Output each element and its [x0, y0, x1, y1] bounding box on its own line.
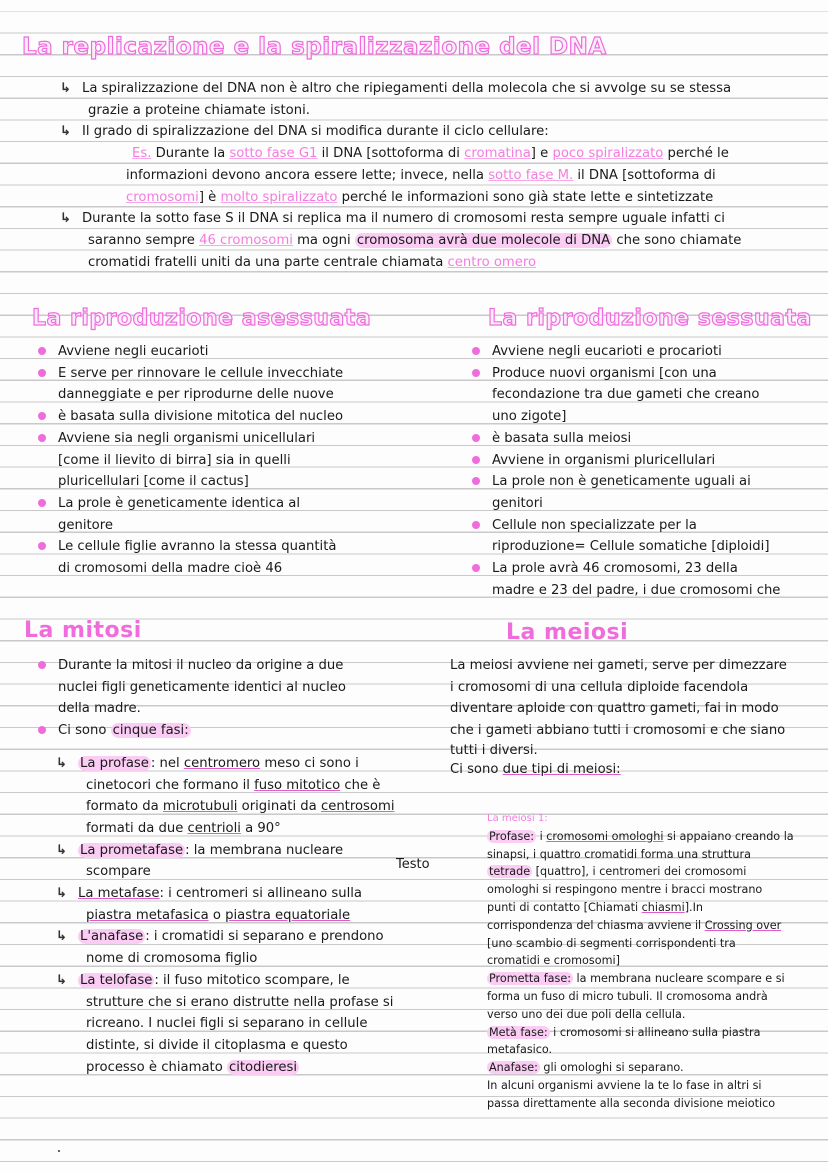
- phase-telophase: ↳ La telofase : il fuso mitotico scompare, le: [56, 970, 446, 992]
- meiosis-intro: La meiosi avviene nei gameti, serve per dimezzare i cromosomi di una cellula diploide facendola diventare aploide con quattro gameti, fai in modo che i gameti abbiano tutti i cromosomi e che siano tutti i diversi. Ci sono due tipi di meiosi:: [450, 658, 787, 777]
- arrow-icon: ↳: [56, 842, 68, 858]
- list-item: E serve per rinnovare le cellule invecchiate danneggiate e per riprodurne delle nuove: [36, 363, 436, 406]
- sexual-list: [470, 341, 824, 601]
- asexual-title: La riproduzione asessuata: [32, 306, 372, 331]
- list-item: Durante la mitosi il nucleo da origine a due nuclei figli geneticamente identici al nucleo della madre.: [36, 655, 446, 720]
- text-label: Testo: [396, 857, 430, 872]
- replication-section: [60, 78, 820, 273]
- arrow-icon: ↳: [56, 755, 68, 771]
- paragraph: Es. Durante la sotto fase G1 il DNA [sottoforma di cromatina] e poco spiralizzato perché le: [132, 146, 729, 162]
- phase-prophase: ↳ La profase : nel centromero meso ci sono i: [56, 753, 446, 775]
- meiosis-1: La meiosi 1: Profase: i cromosomi omologhi si appaiano creando la sinapsi, i quattro cromatidi forma una struttura tetrade [quattro], i centromeri dei cromosomi omologhi si respingono mentre i bracci mostrano punti di contatto [Chiamati chiasmi].In corrispondenza del chiasma avviene il Crossing over [uno scambio di segmenti corrispondenti tra cromatidi e cromosomi] Prometta fase: la membrana nucleare scompare e si forma un fuso di micro tubuli. Il cromosoma andrà verso uno dei due poli della cellula. Metà fase: i cromosomi si allineano sulla piastra metafasico. Anafase: gli omologhi si separano. In alcuni organismi avviene la te lo fase in altri si passa direttamente alla seconda divisione meiotico: [487, 813, 794, 1110]
- list-item: Ci sono cinque fasi:: [36, 720, 446, 742]
- list-item: La prole avrà 46 cromosomi, 23 della madre e 23 del padre, i due cromosomi che: [470, 558, 824, 601]
- paragraph: ↳ La spiralizzazione del DNA non è altro che ripiegamenti della molecola che si avvolge su se stessa: [60, 78, 820, 100]
- list-item: è basata sulla divisione mitotica del nucleo: [36, 406, 436, 428]
- arrow-icon: ↳: [56, 886, 68, 902]
- stray-dot: [58, 1150, 60, 1152]
- phase-prometaphase: ↳ La prometafase : la membrana nucleare: [56, 840, 446, 862]
- list-item: Avviene sia negli organismi unicellulari [come il lievito di birra] sia in quelli pluricellulari [come il cactus]: [36, 428, 436, 493]
- list-item: Produce nuovi organismi [con una fecondazione tra due gameti che creano uno zigote]: [470, 363, 824, 428]
- list-item: Le cellule figlie avranno la stessa quantità di cromosomi della madre cioè 46: [36, 536, 436, 579]
- mitosis-title: La mitosi: [24, 618, 142, 643]
- list-item: è basata sulla meiosi: [470, 428, 824, 450]
- page-title: La replicazione e la spiralizzazione del DNA: [22, 34, 607, 60]
- paragraph: informazioni devono ancora essere lette; invece, nella sotto fase M. il DNA [sottoforma di: [126, 167, 716, 183]
- phase-anaphase: ↳ L'anafase : i cromatidi si separano e prendono: [56, 926, 446, 948]
- phase-metaphase: ↳ La metafase: i centromeri si allineano sulla: [56, 883, 446, 905]
- list-item: Avviene negli eucarioti: [36, 341, 436, 363]
- paragraph: cromosomi] è molto spiralizzato perché le informazioni sono già state lette e sintetizzate: [126, 189, 714, 205]
- arrow-icon: ↳: [60, 124, 72, 140]
- arrow-icon: ↳: [60, 81, 72, 96]
- sexual-title: La riproduzione sessuata: [488, 306, 812, 331]
- paragraph: cromatidi fratelli uniti da una parte centrale chiamata centro omero: [88, 254, 537, 270]
- paragraph: ↳ Il grado di spiralizzazione del DNA si modifica durante il ciclo cellulare:: [60, 121, 820, 143]
- arrow-icon: ↳: [56, 929, 68, 945]
- mitosis-section: Durante la mitosi il nucleo da origine a due nuclei figli geneticamente identici al nucleo della madre. Ci sono cinque fasi: ↳ La profase : nel centromero meso ci sono i cinetocori che formano il fuso mitotico che è formato da microtubuli originati da centrosomi formati da due centrioli a 90° ↳ La prometafase : la membrana nucleare scompare ↳ La metafase: i centromeri si allineano sulla piastra metafasica o piastra equatoriale ↳ L'anafase : i cromatidi si separano e prendono nome di cromosoma figlio ↳ La telofase : il fuso mitotico scompare, le strutture che si erano distrutte nella profase si ricreano. I nuclei figli si separano in cellule distinte, si divide il citoplasma e questo processo è chiamato citodieresi: [36, 655, 446, 1078]
- paragraph: grazie a proteine chiamate istoni.: [88, 102, 310, 118]
- arrow-icon: ↳: [56, 972, 68, 988]
- list-item: Avviene negli eucarioti e procarioti: [470, 341, 824, 363]
- list-item: Avviene in organismi pluricellulari: [470, 450, 824, 472]
- paragraph: saranno sempre 46 cromosomi ma ogni cromosoma avrà due molecole di DNA che sono chiamate: [88, 232, 742, 248]
- asexual-list: [36, 341, 436, 580]
- paragraph: ↳ Durante la sotto fase S il DNA si replica ma il numero di cromosomi resta sempre uguale infatti ci: [60, 208, 820, 230]
- meiosis-title: La meiosi: [506, 620, 629, 645]
- list-item: Cellule non specializzate per la riproduzione= Cellule somatiche [diploidi]: [470, 515, 824, 558]
- list-item: La prole non è geneticamente uguali ai genitori: [470, 471, 824, 514]
- arrow-icon: ↳: [60, 211, 72, 227]
- list-item: La prole è geneticamente identica al genitore: [36, 493, 436, 536]
